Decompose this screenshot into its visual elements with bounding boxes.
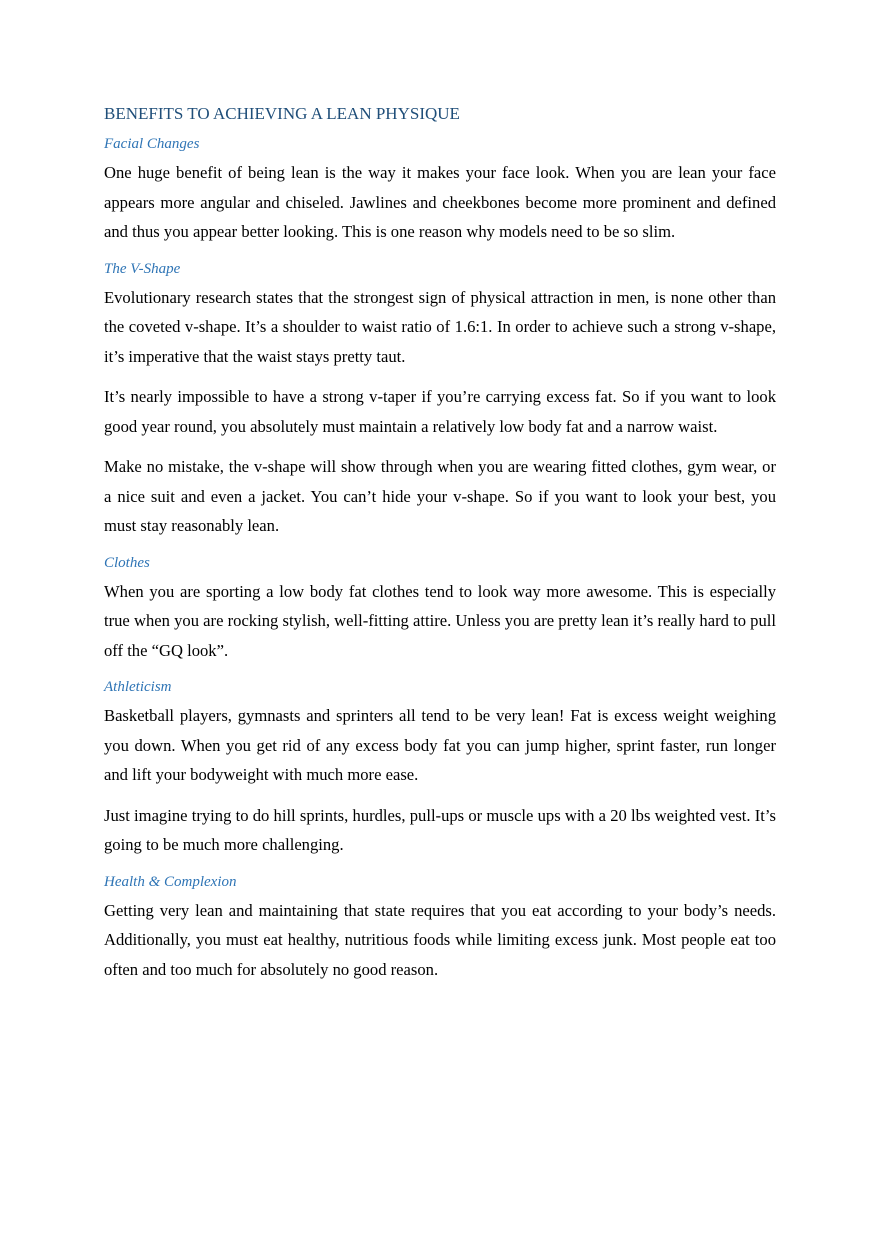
- paragraph: Make no mistake, the v-shape will show through when you are wearing fitted clothes, gym wear, or a nice suit and even a jacket. You can’t hide your v-shape. So if you want to look your best, you must stay reasonably lean.: [104, 457, 776, 535]
- section-health-complexion: [104, 872, 776, 985]
- paragraph: Evolutionary research states that the strongest sign of physical attraction in men, is none other than the coveted v-shape. It’s a shoulder to waist ratio of 1.6:1. In order to achieve such a strong v-shape, it’s imperative that the waist stays pretty taut.: [104, 287, 776, 366]
- section-v-shape: [104, 259, 776, 541]
- page-title: BENEFITS TO ACHIEVING A LEAN PHYSIQUE: [104, 104, 460, 123]
- document-page: [104, 102, 776, 996]
- section-heading: The V-Shape: [104, 260, 181, 277]
- paragraph: When you are sporting a low body fat clothes tend to look way more awesome. This is especially true when you are rocking stylish, well-fitting attire. Unless you are pretty lean it’s really hard to pull off the “GQ look”.: [104, 581, 776, 660]
- paragraph: Basketball players, gymnasts and sprinters all tend to be very lean! Fat is excess weight weighing you down. When you get rid of any excess body fat you can jump higher, sprint faster, run longer and lift your bodyweight with much more ease.: [104, 706, 776, 784]
- section-clothes: [104, 553, 776, 666]
- paragraph: It’s nearly impossible to have a strong v-taper if you’re carrying excess fat. So if you want to look good year round, you absolutely must maintain a relatively low body fat and a narrow waist.: [104, 387, 776, 436]
- section-athleticism: [104, 677, 776, 860]
- section-heading: Athleticism: [104, 679, 172, 695]
- paragraph: Just imagine trying to do hill sprints, hurdles, pull-ups or muscle ups with a 20 lbs weighted vest. It’s going to be much more challenging.: [104, 805, 776, 854]
- section-heading: Health & Complexion: [104, 873, 237, 890]
- section-facial-changes: [104, 134, 776, 247]
- section-heading: Clothes: [104, 554, 150, 571]
- paragraph: Getting very lean and maintaining that state requires that you eat according to your body’s needs. Additionally, you must eat healthy, nutritious foods while limiting excess junk. Most people eat too often and too much for absolutely no good reason.: [104, 900, 776, 979]
- paragraph: One huge benefit of being lean is the way it makes your face look. When you are lean your face appears more angular and chiseled. Jawlines and cheekbones become more prominent and defined and thus you appear better looking. This is one reason why models need to be so slim.: [104, 163, 776, 241]
- section-heading: Facial Changes: [104, 136, 200, 152]
